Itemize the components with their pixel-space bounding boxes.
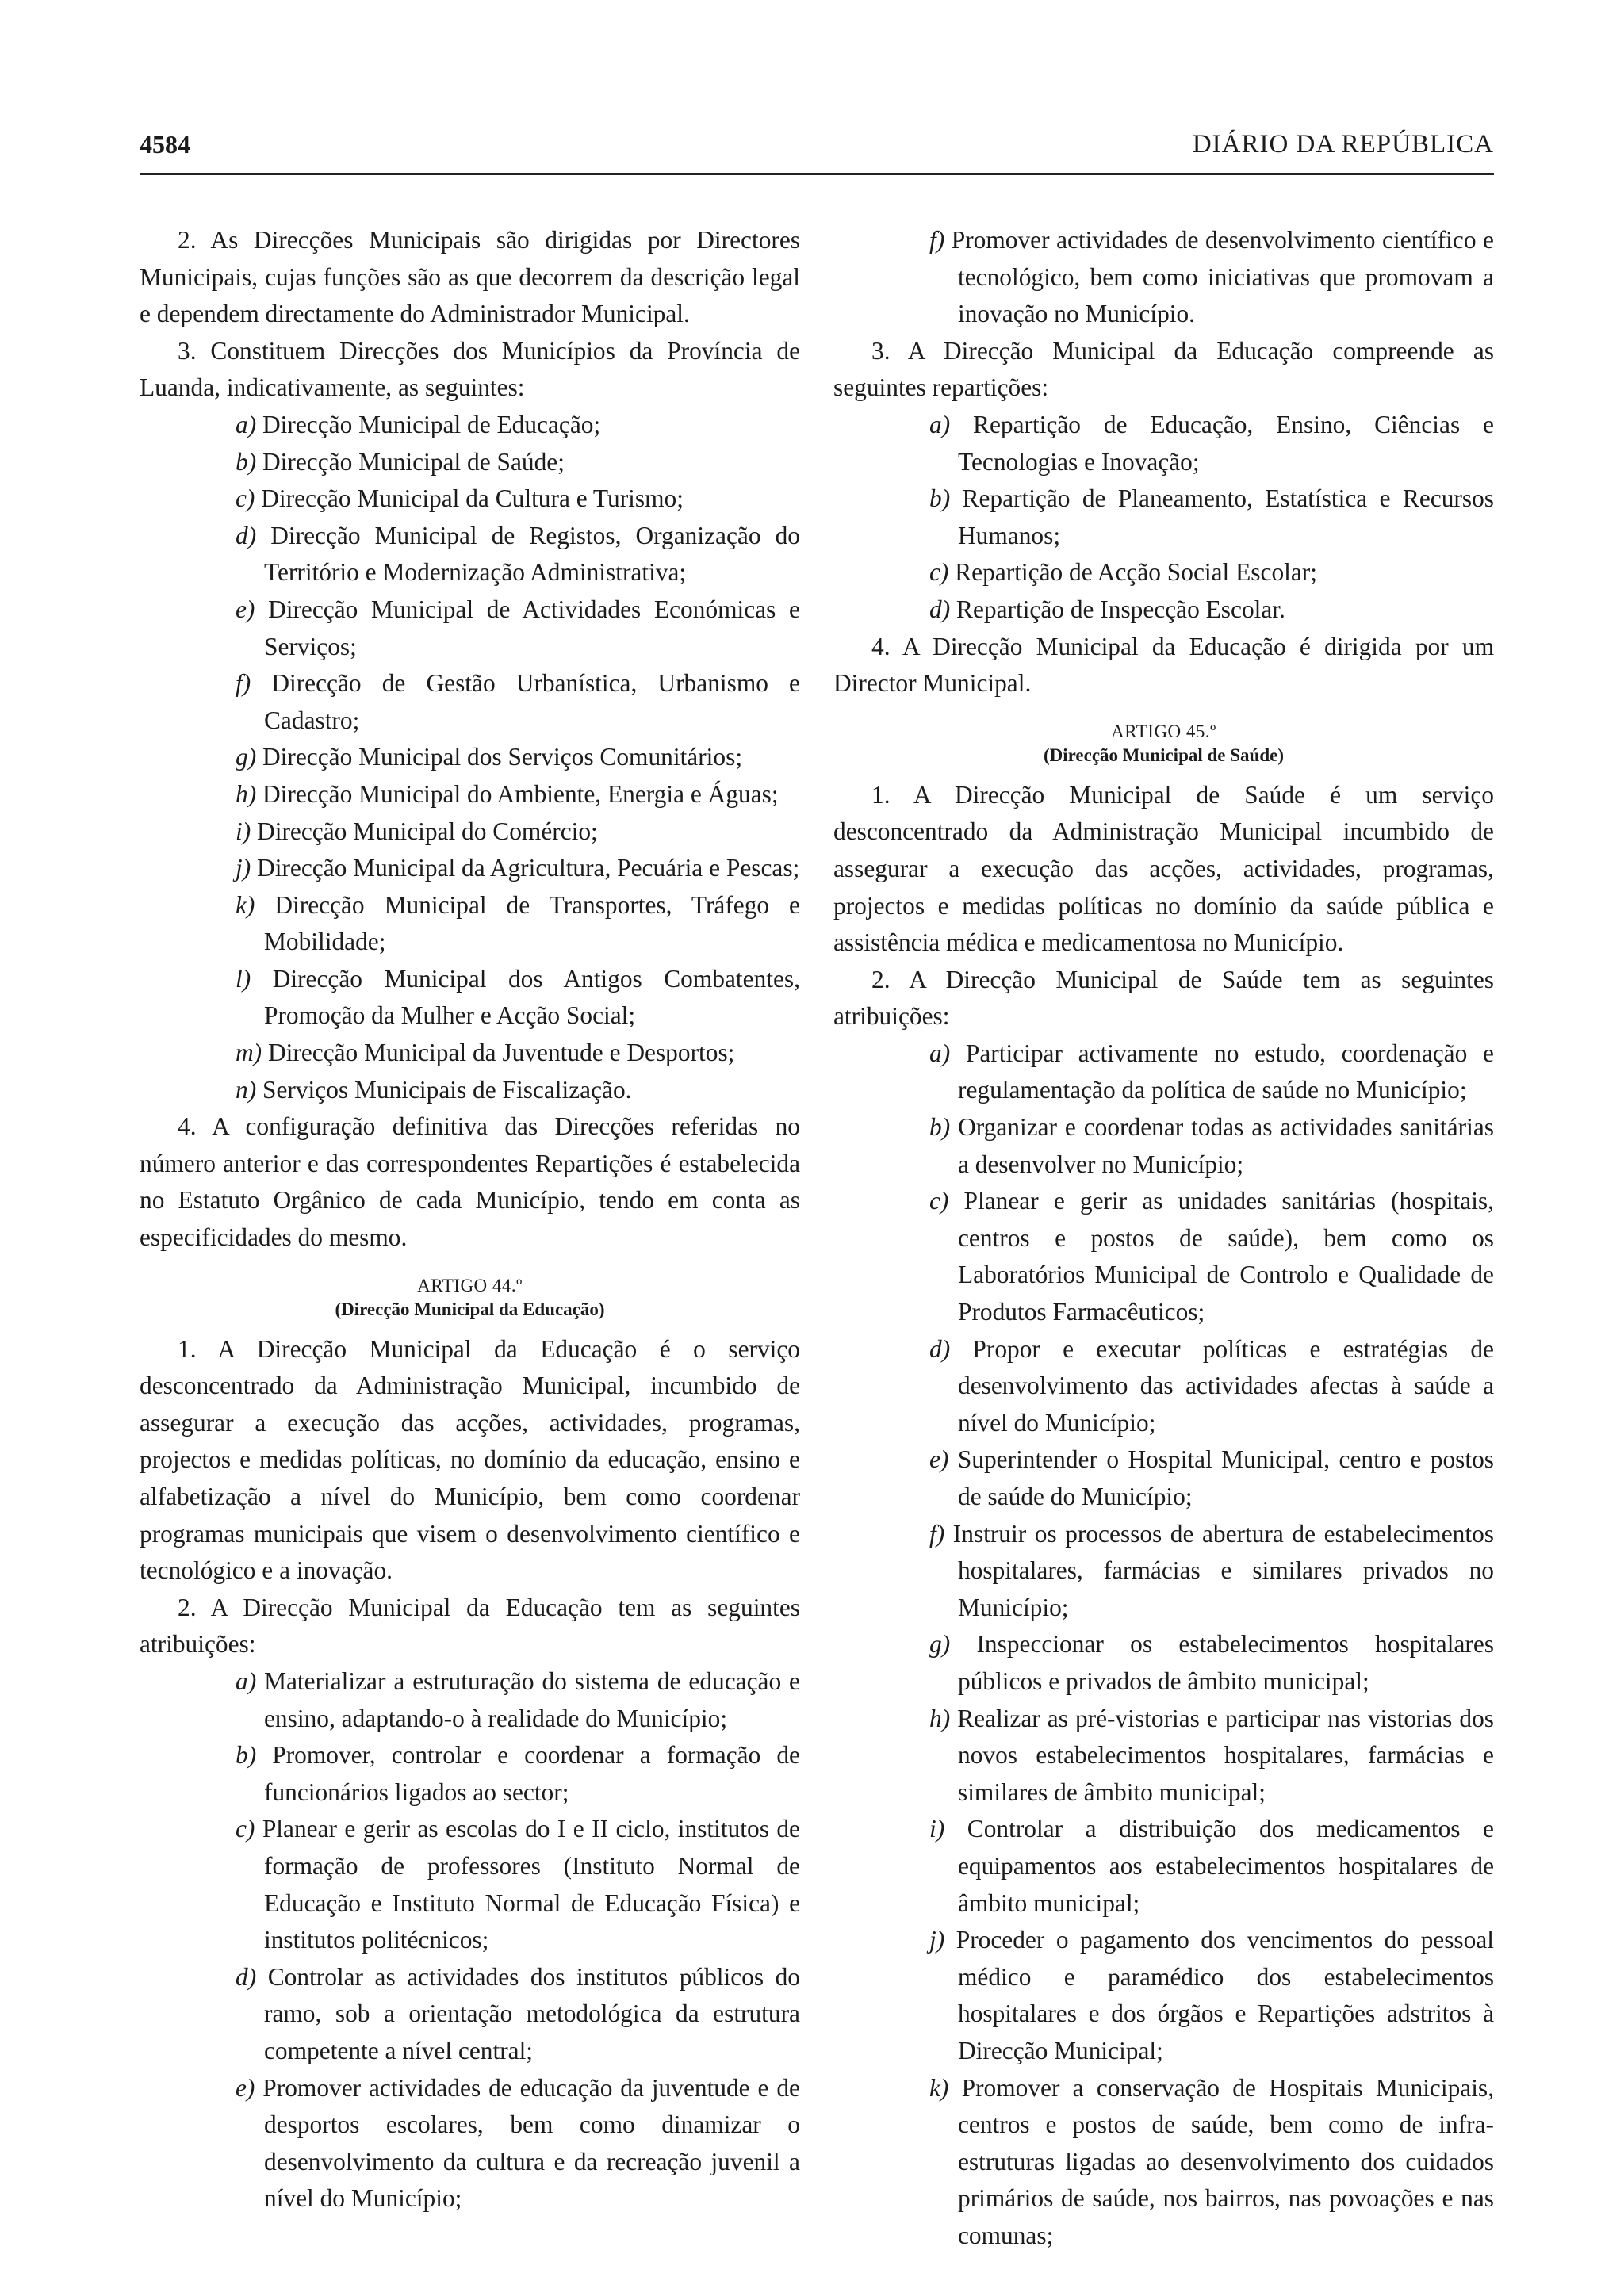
paragraph: 3. Constituem Direcções dos Municípios da Província de Luanda, indicativamente, as seguintes: <box>140 336 800 402</box>
list-item-letter: c) <box>929 1187 949 1215</box>
list-item-letter: j) <box>236 854 251 882</box>
list-item-letter: f) <box>236 669 251 698</box>
list-item <box>833 480 1494 554</box>
list-item-text: Direcção Municipal da Juventude e Desportos; <box>267 1039 735 1067</box>
list-item <box>833 591 1494 629</box>
article-heading <box>833 720 1494 767</box>
list-item <box>140 1959 800 2070</box>
list-item-letter: a) <box>236 410 257 438</box>
list-item-text: Direcção Municipal de Saúde; <box>262 447 565 476</box>
list-item-text: Proceder o pagamento dos vencimentos do pessoal médico e paramédico dos estabelecimentos hospitalares e dos órgãos e Repartições adstritos à Direcção Municipal; <box>956 1926 1494 2064</box>
list-item-text: Direcção Municipal da Cultura e Turismo; <box>261 484 684 513</box>
list-item-letter: g) <box>236 743 257 771</box>
list-item-letter: i) <box>236 817 251 845</box>
list-item <box>140 1035 800 1072</box>
list-item-letter: h) <box>929 1704 951 1732</box>
list-item-text: Realizar as pré-vistorias e participar nas vistorias dos novos estabelecimentos hospitalares, farmácias e similares de âmbito municipal; <box>957 1704 1494 1806</box>
list <box>833 1035 1494 2255</box>
list-item-letter: f) <box>929 226 945 254</box>
list-item <box>140 1072 800 1109</box>
left-column <box>140 222 800 2218</box>
article-number: ARTIGO 45.º <box>1111 721 1216 741</box>
article-number: ARTIGO 44.º <box>417 1275 523 1295</box>
list-item-letter: c) <box>236 1815 255 1843</box>
list-item-text: Inspeccionar os estabelecimentos hospitalares públicos e privados de âmbito municipal; <box>958 1630 1494 1695</box>
article-heading <box>140 1274 800 1322</box>
list-item-text: Repartição de Educação, Ensino, Ciências e Tecnologias e Inovação; <box>958 410 1494 476</box>
list-item <box>833 1701 1494 1812</box>
list-item-letter: m) <box>236 1039 262 1067</box>
list-item <box>140 665 800 739</box>
list-item-letter: d) <box>236 1962 257 1991</box>
list-item <box>140 518 800 591</box>
list-item-letter: b) <box>929 1113 951 1142</box>
list-item <box>140 961 800 1035</box>
paragraph: 4. A Direcção Municipal da Educação é dirigida por um Director Municipal. <box>833 632 1494 698</box>
paragraph: 1. A Direcção Municipal de Saúde é um serviço desconcentrado da Administração Municipal incumbido de assegurar a execução das acções, actividades, programas, projectos e medidas políticas no domínio da saúde pública e assistência médica e medicamentosa no Município. <box>833 780 1494 957</box>
list-item-text: Direcção de Gestão Urbanística, Urbanismo e Cadastro; <box>264 669 800 734</box>
list-item-text: Direcção Municipal dos Antigos Combatentes, Promoção da Mulher e Acção Social; <box>264 964 800 1030</box>
list-item-text: Direcção Municipal do Ambiente, Energia e Águas; <box>262 779 779 808</box>
article-title: (Direcção Municipal da Educação) <box>335 1299 605 1319</box>
list-item <box>833 1811 1494 1922</box>
list-item <box>140 739 800 776</box>
list-item <box>833 1109 1494 1183</box>
right-column <box>833 222 1494 2254</box>
list-item-text: Direcção Municipal de Educação; <box>262 410 601 438</box>
list-item <box>140 1811 800 1958</box>
list-item-letter: b) <box>236 447 257 476</box>
list <box>833 222 1494 333</box>
list-item <box>140 887 800 961</box>
list-item <box>140 850 800 887</box>
list-item-letter: e) <box>236 2073 255 2102</box>
list-item <box>140 2070 800 2218</box>
list-item-text: Planear e gerir as escolas do I e II ciclo, institutos de formação de professores (Instituto Normal de Educação e Instituto Normal de Educação Física) e institutos politécnicos; <box>262 1815 800 1954</box>
list-item-text: Repartição de Acção Social Escolar; <box>955 558 1317 587</box>
page-header <box>140 127 1494 175</box>
list-item <box>140 813 800 851</box>
list-item-letter: b) <box>236 1741 257 1770</box>
paragraph: 3. A Direcção Municipal da Educação compreende as seguintes repartições: <box>833 336 1494 402</box>
list-item <box>833 1183 1494 1330</box>
paragraph: 2. As Direcções Municipais são dirigidas por Directores Municipais, cujas funções são as que decorrem da descrição legal e dependem directamente do Administrador Municipal. <box>140 226 800 328</box>
list-item-letter: e) <box>236 595 255 623</box>
list-item-text: Materializar a estruturação do sistema de educação e ensino, adaptando-o à realidade do Município; <box>264 1667 800 1732</box>
article-title: (Direcção Municipal de Saúde) <box>1043 744 1285 765</box>
list-item-letter: d) <box>929 1334 951 1363</box>
list-item <box>140 407 800 444</box>
list-item-text: Direcção Municipal do Comércio; <box>257 817 598 845</box>
list-item <box>140 1663 800 1737</box>
list-item-letter: a) <box>929 1039 951 1067</box>
list-item <box>833 1626 1494 1700</box>
list-item-text: Direcção Municipal de Actividades Económicas e Serviços; <box>264 595 800 660</box>
list-item-text: Direcção Municipal de Transportes, Tráfego e Mobilidade; <box>264 890 800 956</box>
list-item-text: Promover actividades de educação da juventude e de desportos escolares, bem como dinamizar o desenvolvimento da cultura e da recreação juvenil a nível do Município; <box>262 2073 800 2213</box>
list-item-text: Direcção Municipal de Registos, Organização do Território e Modernização Administrativa; <box>264 521 800 587</box>
list-item-text: Participar activamente no estudo, coordenação e regulamentação da política de saúde no Município; <box>958 1039 1494 1104</box>
paragraph: 2. A Direcção Municipal de Saúde tem as seguintes atribuições: <box>833 965 1494 1031</box>
list-item-text: Promover a conservação de Hospitais Municipais, centros e postos de saúde, bem como de infra-estruturas ligadas ao desenvolvimento dos cuidados primários de saúde, nos bairros, nas povoações e nas comunas; <box>958 2073 1494 2249</box>
list-item-letter: e) <box>929 1445 949 1474</box>
list-item-letter: f) <box>929 1519 945 1548</box>
list-item-letter: c) <box>236 484 255 513</box>
list-item <box>140 1737 800 1811</box>
list-item-text: Superintender o Hospital Municipal, centro e postos de saúde do Município; <box>957 1445 1494 1510</box>
list-item-letter: k) <box>929 2073 949 2102</box>
list-item-text: Organizar e coordenar todas as actividades sanitárias a desenvolver no Município; <box>958 1113 1494 1178</box>
list-item <box>833 1331 1494 1442</box>
list-item-letter: g) <box>929 1630 951 1659</box>
list-item <box>833 2070 1494 2255</box>
list-item-text: Controlar as actividades dos institutos públicos do ramo, sob a orientação metodológica da estrutura competente a nível central; <box>264 1962 800 2064</box>
list-item-text: Promover actividades de desenvolvimento científico e tecnológico, bem como iniciativas que promovam a inovação no Município. <box>951 226 1494 328</box>
list-item <box>833 222 1494 333</box>
paragraph: 4. A configuração definitiva das Direcções referidas no número anterior e das correspondentes Repartições é estabelecida no Estatuto Orgânico de cada Município, tendo em conta as especificidades do mesmo. <box>140 1112 800 1252</box>
list-item <box>833 1035 1494 1109</box>
list-item <box>833 1922 1494 2069</box>
list-item <box>140 776 800 813</box>
list-item-letter: i) <box>929 1815 945 1843</box>
list-item-letter: l) <box>236 964 251 993</box>
list-item-letter: d) <box>236 521 257 549</box>
list-item <box>833 1441 1494 1515</box>
list-item-text: Direcção Municipal dos Serviços Comunitários; <box>262 743 743 771</box>
list-item <box>833 1516 1494 1627</box>
list-item-text: Direcção Municipal da Agricultura, Pecuária e Pescas; <box>257 854 800 882</box>
list <box>140 407 800 1108</box>
list-item-letter: a) <box>929 410 951 438</box>
list-item-letter: j) <box>929 1926 945 1954</box>
list-item-letter: k) <box>236 890 255 919</box>
list-item-letter: d) <box>929 595 951 623</box>
list-item-text: Repartição de Inspecção Escolar. <box>956 595 1285 623</box>
list-item-text: Propor e executar políticas e estratégias de desenvolvimento das actividades afectas à saúde a nível do Município; <box>958 1334 1494 1437</box>
list-item <box>140 444 800 481</box>
list-item <box>140 480 800 518</box>
list-item-text: Instruir os processos de abertura de estabelecimentos hospitalares, farmácias e similares privados no Município; <box>952 1519 1494 1621</box>
list-item-letter: a) <box>236 1667 257 1695</box>
journal-title: DIÁRIO DA REPÚBLICA <box>1192 130 1494 159</box>
list-item <box>833 407 1494 480</box>
list-item-letter: n) <box>236 1075 257 1104</box>
page-number: 4584 <box>140 130 190 159</box>
list <box>833 407 1494 629</box>
list-item-text: Repartição de Planeamento, Estatística e Recursos Humanos; <box>958 484 1494 549</box>
list-item-letter: h) <box>236 779 257 808</box>
list-item-text: Serviços Municipais de Fiscalização. <box>262 1075 632 1104</box>
list-item-text: Planear e gerir as unidades sanitárias (hospitais, centros e postos de saúde), bem como os Laboratórios Municipal de Controlo e Qualidade de Produtos Farmacêuticos; <box>958 1187 1494 1326</box>
list-item-letter: b) <box>929 484 951 513</box>
list-item-text: Promover, controlar e coordenar a formação de funcionários ligados ao sector; <box>264 1741 800 1806</box>
paragraph: 2. A Direcção Municipal da Educação tem as seguintes atribuições: <box>140 1593 800 1659</box>
list-item-text: Controlar a distribuição dos medicamentos e equipamentos aos estabelecimentos hospitalares de âmbito municipal; <box>958 1815 1494 1917</box>
list <box>140 1663 800 2218</box>
list-item <box>833 554 1494 591</box>
list-item-letter: c) <box>929 558 949 587</box>
paragraph: 1. A Direcção Municipal da Educação é o serviço desconcentrado da Administração Municipal, incumbido de assegurar a execução das acções, actividades, programas, projectos e medidas políticas, no domínio da educação, ensino e alfabetização a nível do Município, bem como coordenar programas municipais que visem o desenvolvimento científico e tecnológico e a inovação. <box>140 1334 800 1585</box>
list-item <box>140 591 800 665</box>
